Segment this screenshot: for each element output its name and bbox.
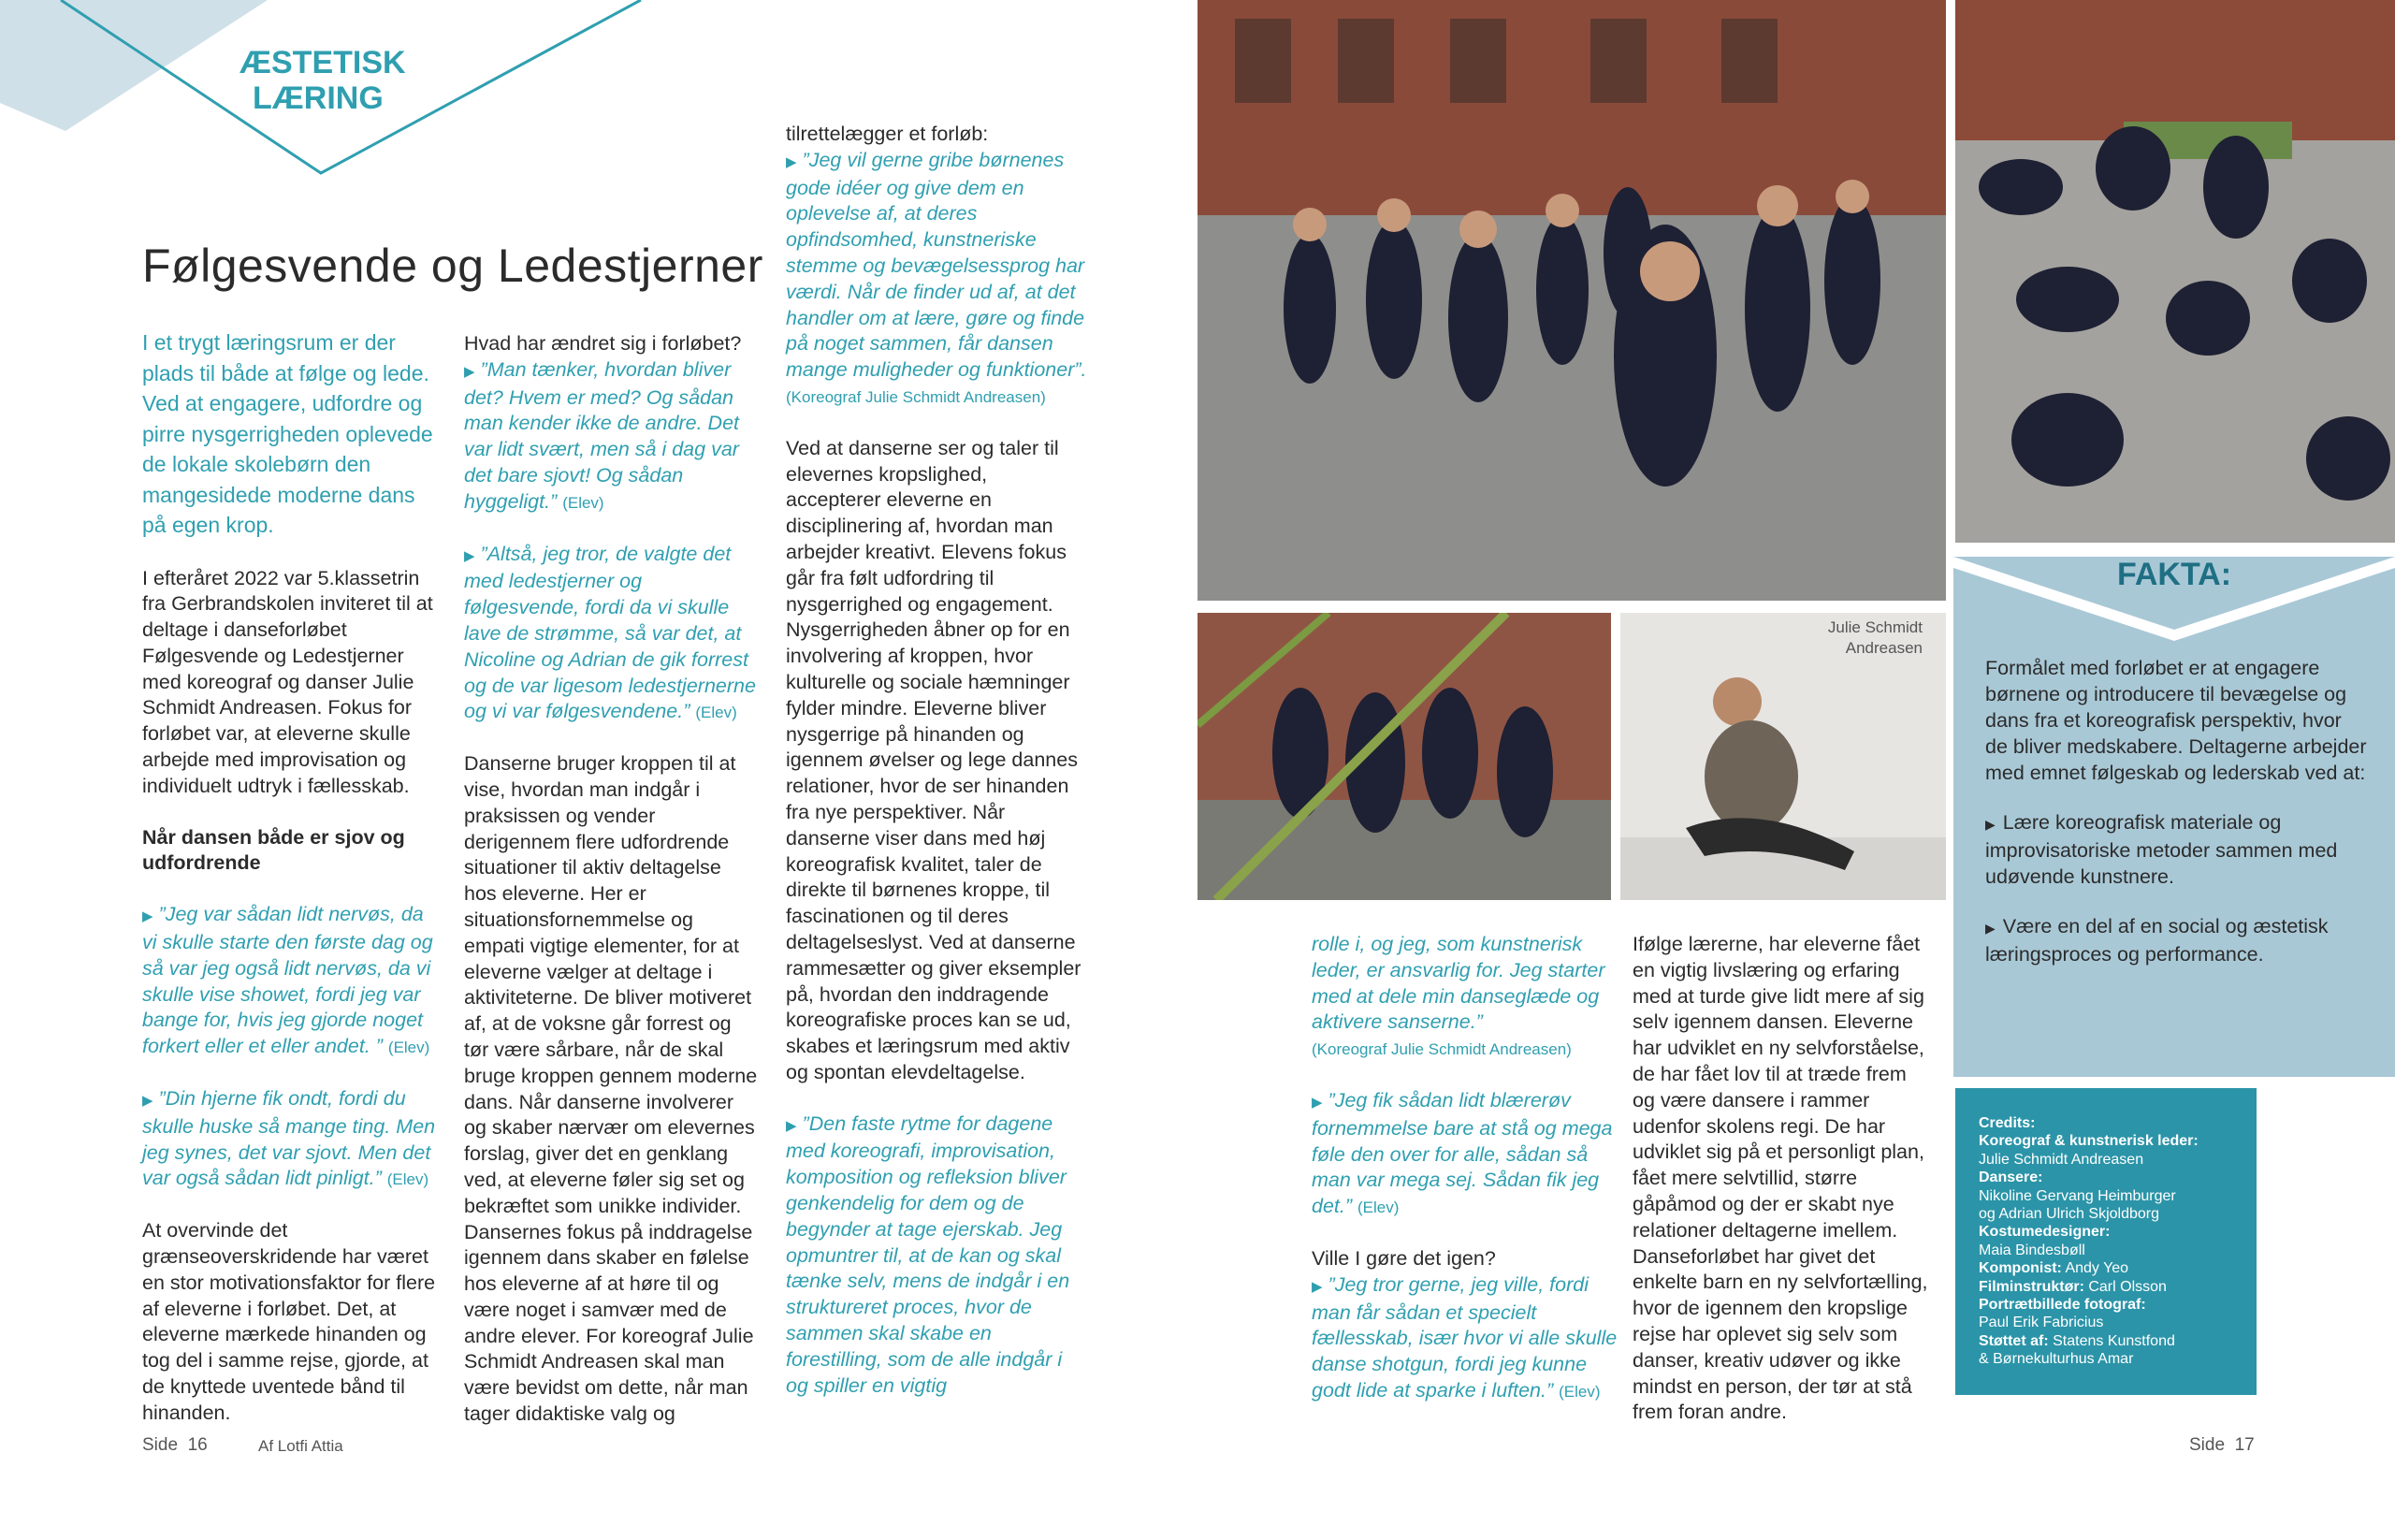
credits-line	[1979, 1259, 2257, 1277]
fakta-bullet	[1985, 913, 2369, 967]
photo-caption-line1: Julie Schmidt	[1827, 618, 1923, 636]
column-2	[464, 331, 758, 1453]
column-3	[786, 122, 1087, 1424]
quote-text: ”Jeg fik sådan lidt blærerøv fornemmelse bare at stå og mega føle den over for alle, sådan så man var mega sej. Sådan fik jeg det.”	[1312, 1088, 1613, 1218]
quote-source: (Elev)	[386, 1170, 429, 1189]
quote-text: ”Jeg var sådan lidt nervøs, da vi skulle starte den første dag og så var jeg også lidt nervøs, da vi skulle vise showet, fordi jeg var bange for, hvis jeg gjorde noget forkert eller et eller andet. ”	[142, 903, 433, 1058]
fakta-box	[1953, 557, 2395, 1077]
arrow-icon: ▶	[142, 1093, 153, 1110]
photo-floor-dance-image	[1955, 0, 2395, 543]
quote-text: rolle i, og jeg, som kunstnerisk leder, er ansvarlig for. Jeg starter med at dele min danseglæde og aktivere sanserne.”	[1312, 933, 1605, 1034]
credits-line	[1979, 1278, 2257, 1296]
credits-role: Støttet af:	[1979, 1332, 2049, 1349]
credits-name: Nikoline Gervang Heimburger	[1979, 1187, 2176, 1204]
quote-source: (Koreograf Julie Schmidt Andreasen)	[786, 387, 1046, 406]
quote	[142, 1086, 442, 1193]
author-byline: Af Lotfi Attia	[258, 1437, 343, 1455]
quote-source: (Elev)	[695, 704, 737, 722]
fakta-bullet	[1985, 809, 2369, 890]
quote	[464, 357, 758, 516]
page-number-right: Side 17	[2189, 1435, 2255, 1455]
body-paragraph: Danserne bruger kroppen til at vise, hvordan man indgår i praksissen og vender derigennem flere udfordrende situationer til aktiv deltagelse hos eleverne. Her er situationsfornemmelse og empati vigtige elementer, for at eleverne vælger at deltage i aktiviteterne. De bliver motiveret af, at de voksne går forrest og tør være sårbare, når de skal bruge kroppen gennem moderne dans. Når danserne involverer og skaber nærvær om elevernes forslag, giver det en genklang ved, at eleverne føler sig set og bekræftet som unikke individer. Dansernes fokus på inddragelse igennem dans skaber en følelse hos eleverne af at høre til og være noget i samvær med de andre elever. For koreograf Julie Schmidt Andreasen skal man være bevidst om dette, når man tager didaktiske valg og	[464, 752, 758, 1426]
quote-source: (Koreograf Julie Schmidt Andreasen)	[1312, 1040, 1572, 1059]
credits-role: Komponist:	[1979, 1260, 2062, 1277]
column-1	[142, 327, 442, 1452]
fakta-bullet-text: Lære koreografisk materiale og improvisatoriske metoder sammen med udøvende kunstnere.	[1985, 811, 2338, 888]
photo-caption-line2: Andreasen	[1845, 639, 1923, 657]
quote-source: (Elev)	[1559, 1382, 1601, 1401]
body-paragraph: Ifølge lærerne, har eleverne fået en vigtig livslæring og erfaring med at turde give lidt mere af sig selv igennem dansen. Eleverne har udviklet en ny selvforståelse, de har fået lov til at træde frem og være dansere i rammer udenfor skolens regi. De har udviklet sig på et personligt plan, fået mere selvtillid, større gåpåmod og der er skabt nye relationer deltagerne imellem. Danseforløbet har givet det enkelte barn en ny selvfortælling, hvor de igennem den kropslige rejse har oplevet sig selv som danser, kreativ udøver og ikke mindst en person, der tør at stå frem foran andre.	[1633, 933, 1928, 1424]
body-paragraph: Ved at danserne ser og taler til elevernes kropslighed, accepterer eleverne en disciplinering af, hvordan man arbejder kreativt. Elevens fokus går fra følt udfordring til nysgerrighed og engagement. Nysgerrigheden åbner op for en involvering af kroppen, hvor kulturelle og sociale hæmninger fylder mindre. Eleverne bliver nysgerrige på hinanden og igennem øvelser og lege dannes relationer, hvor de ser hinanden fra nye perspektiver. Når danserne viser dans med høj koreografisk kvalitet, taler de direkte til børnenes kroppe, til fascinationen og til deres deltagelseslyst. Ved at danserne rammesætter og giver eksempler på, hvordan den inddragende koreografiske proces kan se ud, skabes et læringsrum med aktiv og spontan elevdeltagelse.	[786, 436, 1081, 1083]
quote-text: ”Den faste rytme for dagene med koreografi, improvisation, komposition og refleksion bliver genkendelig for dem og de begynder at tage ejerskab. Jeg opmuntrer til, at de kan og skal tænke selv, mens de indgår i en struktureret proces, hvor de sammen skal skabe en forestilling, som de alle indgår i og spiller en vigtig	[786, 1111, 1070, 1397]
fakta-title: FAKTA:	[2116, 557, 2232, 592]
arrow-icon: ▶	[464, 547, 475, 564]
photo-group-foliage	[1198, 613, 1611, 900]
lead-line: tilrettelægger et forløb:	[786, 123, 989, 145]
arrow-icon: ▶	[1312, 1278, 1323, 1295]
subheading: Når dansen både er sjov og udfordrende	[142, 825, 405, 875]
credits-name: Maia Bindesbøll	[1979, 1242, 2085, 1258]
photo-floor-dance	[1955, 0, 2395, 543]
quote-source: (Elev)	[562, 493, 604, 512]
credits-name: & Børnekulturhus Amar	[1979, 1351, 2134, 1368]
quote	[1312, 932, 1620, 1063]
fakta-intro: Formålet med forløbet er at engagere børnene og introducere til bevægelse og dans fra et koreografisk perspektiv, hvor de bliver medskabere. Deltagerne arbejder med emnet følgeskab og lederskab ved at:	[1985, 657, 2367, 784]
section-tag	[240, 45, 427, 116]
quote-text: ”Altså, jeg tror, de valgte det med ledestjerner og følgesvende, fordi da vi skulle lave de strømme, så var det, at Nicoline og Adrian de gik forrest og de var ligesom ledestjernerne og vi var følgesvendene.”	[464, 542, 756, 723]
intro-paragraph: I et trygt læringsrum er der plads til både at følge og lede. Ved at engagere, udfordre og pirre nysgerrigheden oplevede de lokale skolebørn den mangesidede moderne dans på egen krop.	[142, 330, 433, 537]
fakta-bullet-text: Være en del af en social og æstetisk læringsproces og performance.	[1985, 915, 2329, 966]
arrow-icon: ▶	[1312, 1094, 1323, 1111]
arrow-icon: ▶	[464, 363, 475, 380]
arrow-icon: ▶	[1985, 921, 1996, 936]
section-tag-line1: ÆSTETISK	[240, 45, 406, 80]
question-heading: Hvad har ændret sig i forløbet?	[464, 332, 742, 355]
credits-role: Filminstruktør:	[1979, 1278, 2084, 1295]
credits-title: Credits:	[1979, 1115, 2036, 1131]
arrow-icon: ▶	[786, 153, 797, 170]
arrow-icon: ▶	[1985, 817, 1996, 832]
credits-name: Julie Schmidt Andreasen	[1979, 1151, 2144, 1168]
quote	[1312, 1272, 1620, 1405]
body-paragraph: I efteråret 2022 var 5.klassetrin fra Gerbrandskolen inviteret til at deltage i danseforløbet Følgesvende og Ledestjerner med koreograf og danser Julie Schmidt Andreasen. Fokus for forløbet var, at eleverne skulle arbejde med improvisation og individuelt udtryk i fællesskab.	[142, 566, 433, 797]
credits-role: Kostumedesigner:	[1979, 1224, 2111, 1241]
photo-caption	[1828, 617, 1923, 659]
credits-role: Koreograf & kunstnerisk leder:	[1979, 1133, 2199, 1150]
quote	[464, 542, 758, 727]
photo-group-foliage-image	[1198, 613, 1611, 900]
credits-name: Paul Erik Fabricius	[1979, 1315, 2104, 1331]
quote	[786, 1111, 1087, 1400]
credits-role: Portrætbillede fotograf:	[1979, 1297, 2146, 1314]
credits-name: og Adrian Ulrich Skjoldborg	[1979, 1206, 2159, 1223]
quote	[786, 148, 1087, 411]
quote-text: ”Jeg vil gerne gribe børnenes gode idéer og give dem en oplevelse af, at deres opfindsomhed, kunstneriske stemme og bevægelsessprog har værdi. Når de finder ud af, at det handler om at lære, gøre og finde på noget sammen, får dansen mange muligheder og funktioner”.	[786, 148, 1087, 382]
column-4	[1312, 932, 1620, 1431]
quote	[1312, 1088, 1620, 1221]
quote-text: ”Man tænker, hvordan bliver det? Hvem er med? Og sådan man kender ikke de andre. Det var lidt svært, men så i dag var det bare sjovt! Og sådan hyggeligt.”	[464, 357, 739, 513]
quote-text: ”Din hjerne fik ondt, fordi du skulle huske så mange ting. Men jeg synes, det var sjovt. Men det var også sådan lidt pinligt.”	[142, 1087, 436, 1190]
arrow-icon: ▶	[786, 1117, 797, 1134]
quote-source: (Elev)	[1357, 1199, 1400, 1217]
quote-text: ”Jeg tror gerne, jeg ville, fordi man får sådan et specielt fællesskab, især hvor vi alle skulle danse shotgun, fordi jeg kunne godt lide at sparke i luften.”	[1312, 1272, 1618, 1402]
photo-group-dance-image	[1198, 0, 1946, 601]
credits-name: Statens Kunstfond	[2053, 1332, 2175, 1349]
arrow-icon: ▶	[142, 908, 153, 925]
credits-name: Carl Olsson	[2088, 1278, 2167, 1295]
quote-source: (Elev)	[387, 1039, 430, 1057]
credits-line	[1979, 1332, 2257, 1350]
credits-name: Andy Yeo	[2065, 1260, 2129, 1277]
question-heading: Ville I gøre det igen?	[1312, 1246, 1496, 1270]
article-headline: Følgesvende og Ledestjerner	[142, 240, 763, 292]
body-paragraph: At overvinde det grænseoverskridende har været en stor motivationsfaktor for flere af eleverne i forløbet. Det, at eleverne mærkede hinanden og tog del i samme rejse, gjorde, at de knyttede uventede bånd til hinanden.	[142, 1219, 436, 1424]
section-tag-line2: LÆRING	[253, 80, 384, 116]
column-5	[1633, 932, 1932, 1451]
credits-role: Dansere:	[1979, 1170, 2043, 1186]
quote	[142, 902, 442, 1061]
fakta-body	[1985, 655, 2369, 991]
page-number-left: Side 16	[142, 1435, 208, 1455]
credits-box	[1955, 1088, 2257, 1395]
photo-group-dance	[1198, 0, 1946, 601]
